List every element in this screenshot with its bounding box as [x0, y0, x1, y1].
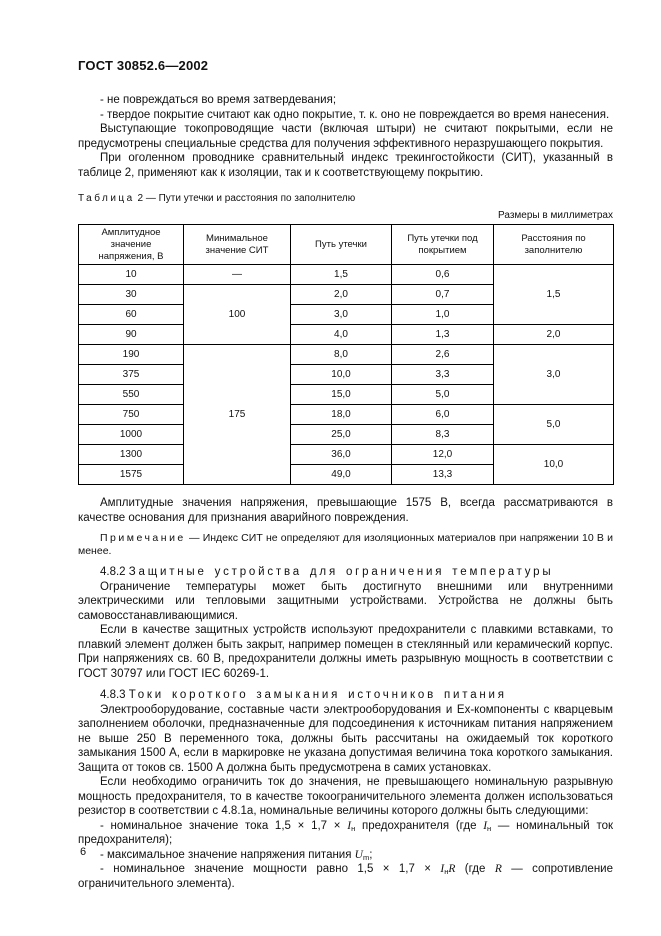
- table-row: [79, 345, 614, 365]
- cell-voltage: 750: [79, 405, 184, 425]
- cell-under-coating: 0,7: [392, 285, 494, 305]
- cell-filler: 2,0: [494, 325, 614, 345]
- cell-leakage: 8,0: [291, 345, 392, 365]
- variable-In: I: [347, 819, 352, 832]
- section-4-8-2-paragraph-2: Если в качестве защитных устройств используют предохранители с плавкими вставками, то плавкий элемент должен быть закрыт, например помещен в стеклянный или керамический корпус. При напряжениях св. 60 В, предохранители должны иметь разрывную мощность в соответствии с ГОСТ 30797 или ГОСТ IEC 60269-1.: [78, 624, 613, 680]
- note-text: — Индекс СИТ не определяют для изоляционных материалов при напряжении 10 В и менее.: [78, 532, 613, 557]
- variable-R: R: [494, 863, 502, 875]
- table-header-row: [79, 225, 614, 265]
- cell-sit: 100: [184, 285, 291, 345]
- page-number: 6: [80, 846, 87, 858]
- cell-under-coating: 0,6: [392, 265, 494, 285]
- variable-In: I: [483, 819, 488, 832]
- cell-under-coating: 8,3: [392, 425, 494, 445]
- doc-number-header: ГОСТ 30852.6—2002: [78, 58, 209, 73]
- cell-voltage: 1300: [79, 445, 184, 465]
- table-row: [79, 325, 614, 345]
- table-row: [79, 445, 614, 465]
- cell-filler: 1,5: [494, 265, 614, 325]
- intro-paragraph-3: Выступающие токопроводящие части (включая штыри) не считают покрытыми, если не предусмотрены специальные средства для получения эффективного неразрушающего покрытия.: [78, 123, 613, 150]
- cell-under-coating: 2,6: [392, 345, 494, 365]
- section-4-8-2-heading: [78, 565, 613, 580]
- cell-filler: 10,0: [494, 445, 614, 485]
- cell-voltage: 375: [79, 365, 184, 385]
- column-header-sit: Минимальное значение СИТ: [184, 225, 291, 265]
- bullet-nominal-current: - номинальное значение тока $1,5 \times 1,7 \times I_н$ предохранителя (где $I_н$ — номинальный ток предохранителя);: [78, 819, 614, 846]
- cell-sit: 175: [184, 345, 291, 485]
- cell-voltage: 60: [79, 305, 184, 325]
- cell-voltage: 190: [79, 345, 184, 365]
- column-header-filler: Расстояния по заполнителю: [494, 225, 614, 265]
- section-4-8-3-heading: [78, 688, 613, 703]
- bullet-nominal-power: - номинальное значение мощности равно $1,5 \times 1,7 \times I_нR$ (где R — сопротивление ограничительного элемента).: [78, 863, 613, 890]
- cell-under-coating: 1,0: [392, 305, 494, 325]
- cell-leakage: 36,0: [291, 445, 392, 465]
- column-header-voltage: Амплитудное значение напряжения, В: [79, 225, 184, 265]
- section-4-8-3-paragraph-2: Если необходимо ограничить ток до значения, не превышающего номинальную разрывную мощность предохранителя, то в качестве токоограничительного элемента должен использоваться резистор в соответствии с 4.8.1а, номинальные величины которого должны быть следующими:: [78, 776, 613, 817]
- section-4-8-2-paragraph-1: Ограничение температуры может быть достигнуто внешними или внутренними электрическими или тепловыми защитными устройствами. Устройства не должны быть самовосстанавливающимися.: [78, 580, 613, 622]
- column-header-leakage: Путь утечки: [291, 225, 392, 265]
- cell-leakage: 2,0: [291, 285, 392, 305]
- table-caption-text: 2 — Пути утечки и расстояния по заполнителю: [137, 193, 356, 204]
- cell-voltage: 550: [79, 385, 184, 405]
- page-content: [78, 93, 613, 891]
- cell-under-coating: 3,3: [392, 365, 494, 385]
- intro-paragraph-1: - не повреждаться во время затвердевания;: [100, 94, 337, 106]
- section-title: Токи короткого замыкания источников питания: [128, 689, 507, 701]
- cell-voltage: 30: [79, 285, 184, 305]
- table-caption: [78, 193, 613, 205]
- intro-paragraph-2: - твердое покрытие считают как одно покрытие, т. к. оно не повреждается во время нанесения.: [100, 108, 610, 121]
- cell-leakage: 15,0: [291, 385, 392, 405]
- cell-leakage: 18,0: [291, 405, 392, 425]
- section-number: 4.8.2: [100, 566, 126, 578]
- cell-leakage: 1,5: [291, 265, 392, 285]
- cell-voltage: 1575: [79, 465, 184, 485]
- section-title: Защитные устройства для ограничения температуры: [128, 566, 554, 578]
- cell-voltage: 1000: [79, 425, 184, 445]
- after-table-paragraph: Амплитудные значения напряжения, превышающие 1575 В, всегда рассматриваются в качестве основания для признания аварийного повреждения.: [78, 497, 613, 524]
- intro-paragraph-4: При оголенном проводнике сравнительный индекс трекингостойкости (СИТ), указанный в таблице 2, применяют как к изоляции, так и к соответствующему покрытию.: [78, 152, 613, 179]
- cell-under-coating: 12,0: [392, 445, 494, 465]
- cell-sit: —: [184, 265, 291, 285]
- cell-leakage: 3,0: [291, 305, 392, 325]
- note-label: Примечание: [100, 532, 186, 544]
- cell-filler: 3,0: [494, 345, 614, 405]
- leakage-distances-table: [78, 224, 614, 485]
- cell-under-coating: 1,3: [392, 325, 494, 345]
- table-row: [79, 265, 614, 285]
- cell-voltage: 10: [79, 265, 184, 285]
- cell-leakage: 10,0: [291, 365, 392, 385]
- cell-voltage: 90: [79, 325, 184, 345]
- cell-leakage: 25,0: [291, 425, 392, 445]
- section-4-8-3-paragraph-1: Электрооборудование, составные части электрооборудования и Ех-компоненты с кварцевым заполнением оболочки, предназначенные для подсоединения к источникам питания напряжением не выше 250 В переменного тока, должны быть рассчитаны на ожидаемый ток короткого замыкания 1500 А, если в маркировке не указана допустимая величина тока короткого замыкания. Защита от токов св. 1500 А должна быть предусмотрена в самих установках.: [78, 703, 613, 774]
- variable-Um: U: [354, 848, 363, 861]
- cell-under-coating: 13,3: [392, 465, 494, 485]
- section-number: 4.8.3: [100, 689, 126, 701]
- variable-In: I: [440, 863, 445, 875]
- note-paragraph: [78, 532, 613, 558]
- cell-filler: 5,0: [494, 405, 614, 445]
- column-header-under-coating: Путь утечки под покрытием: [392, 225, 494, 265]
- bullet-max-voltage: - максимальное значение напряжения питания $U_m$;: [100, 848, 373, 862]
- cell-leakage: 49,0: [291, 465, 392, 485]
- table-row: [79, 405, 614, 425]
- cell-under-coating: 5,0: [392, 385, 494, 405]
- cell-under-coating: 6,0: [392, 405, 494, 425]
- table-units-note: Размеры в миллиметрах: [498, 210, 613, 221]
- cell-leakage: 4,0: [291, 325, 392, 345]
- variable-R: R: [448, 863, 456, 875]
- table-caption-label: Таблица: [78, 193, 135, 204]
